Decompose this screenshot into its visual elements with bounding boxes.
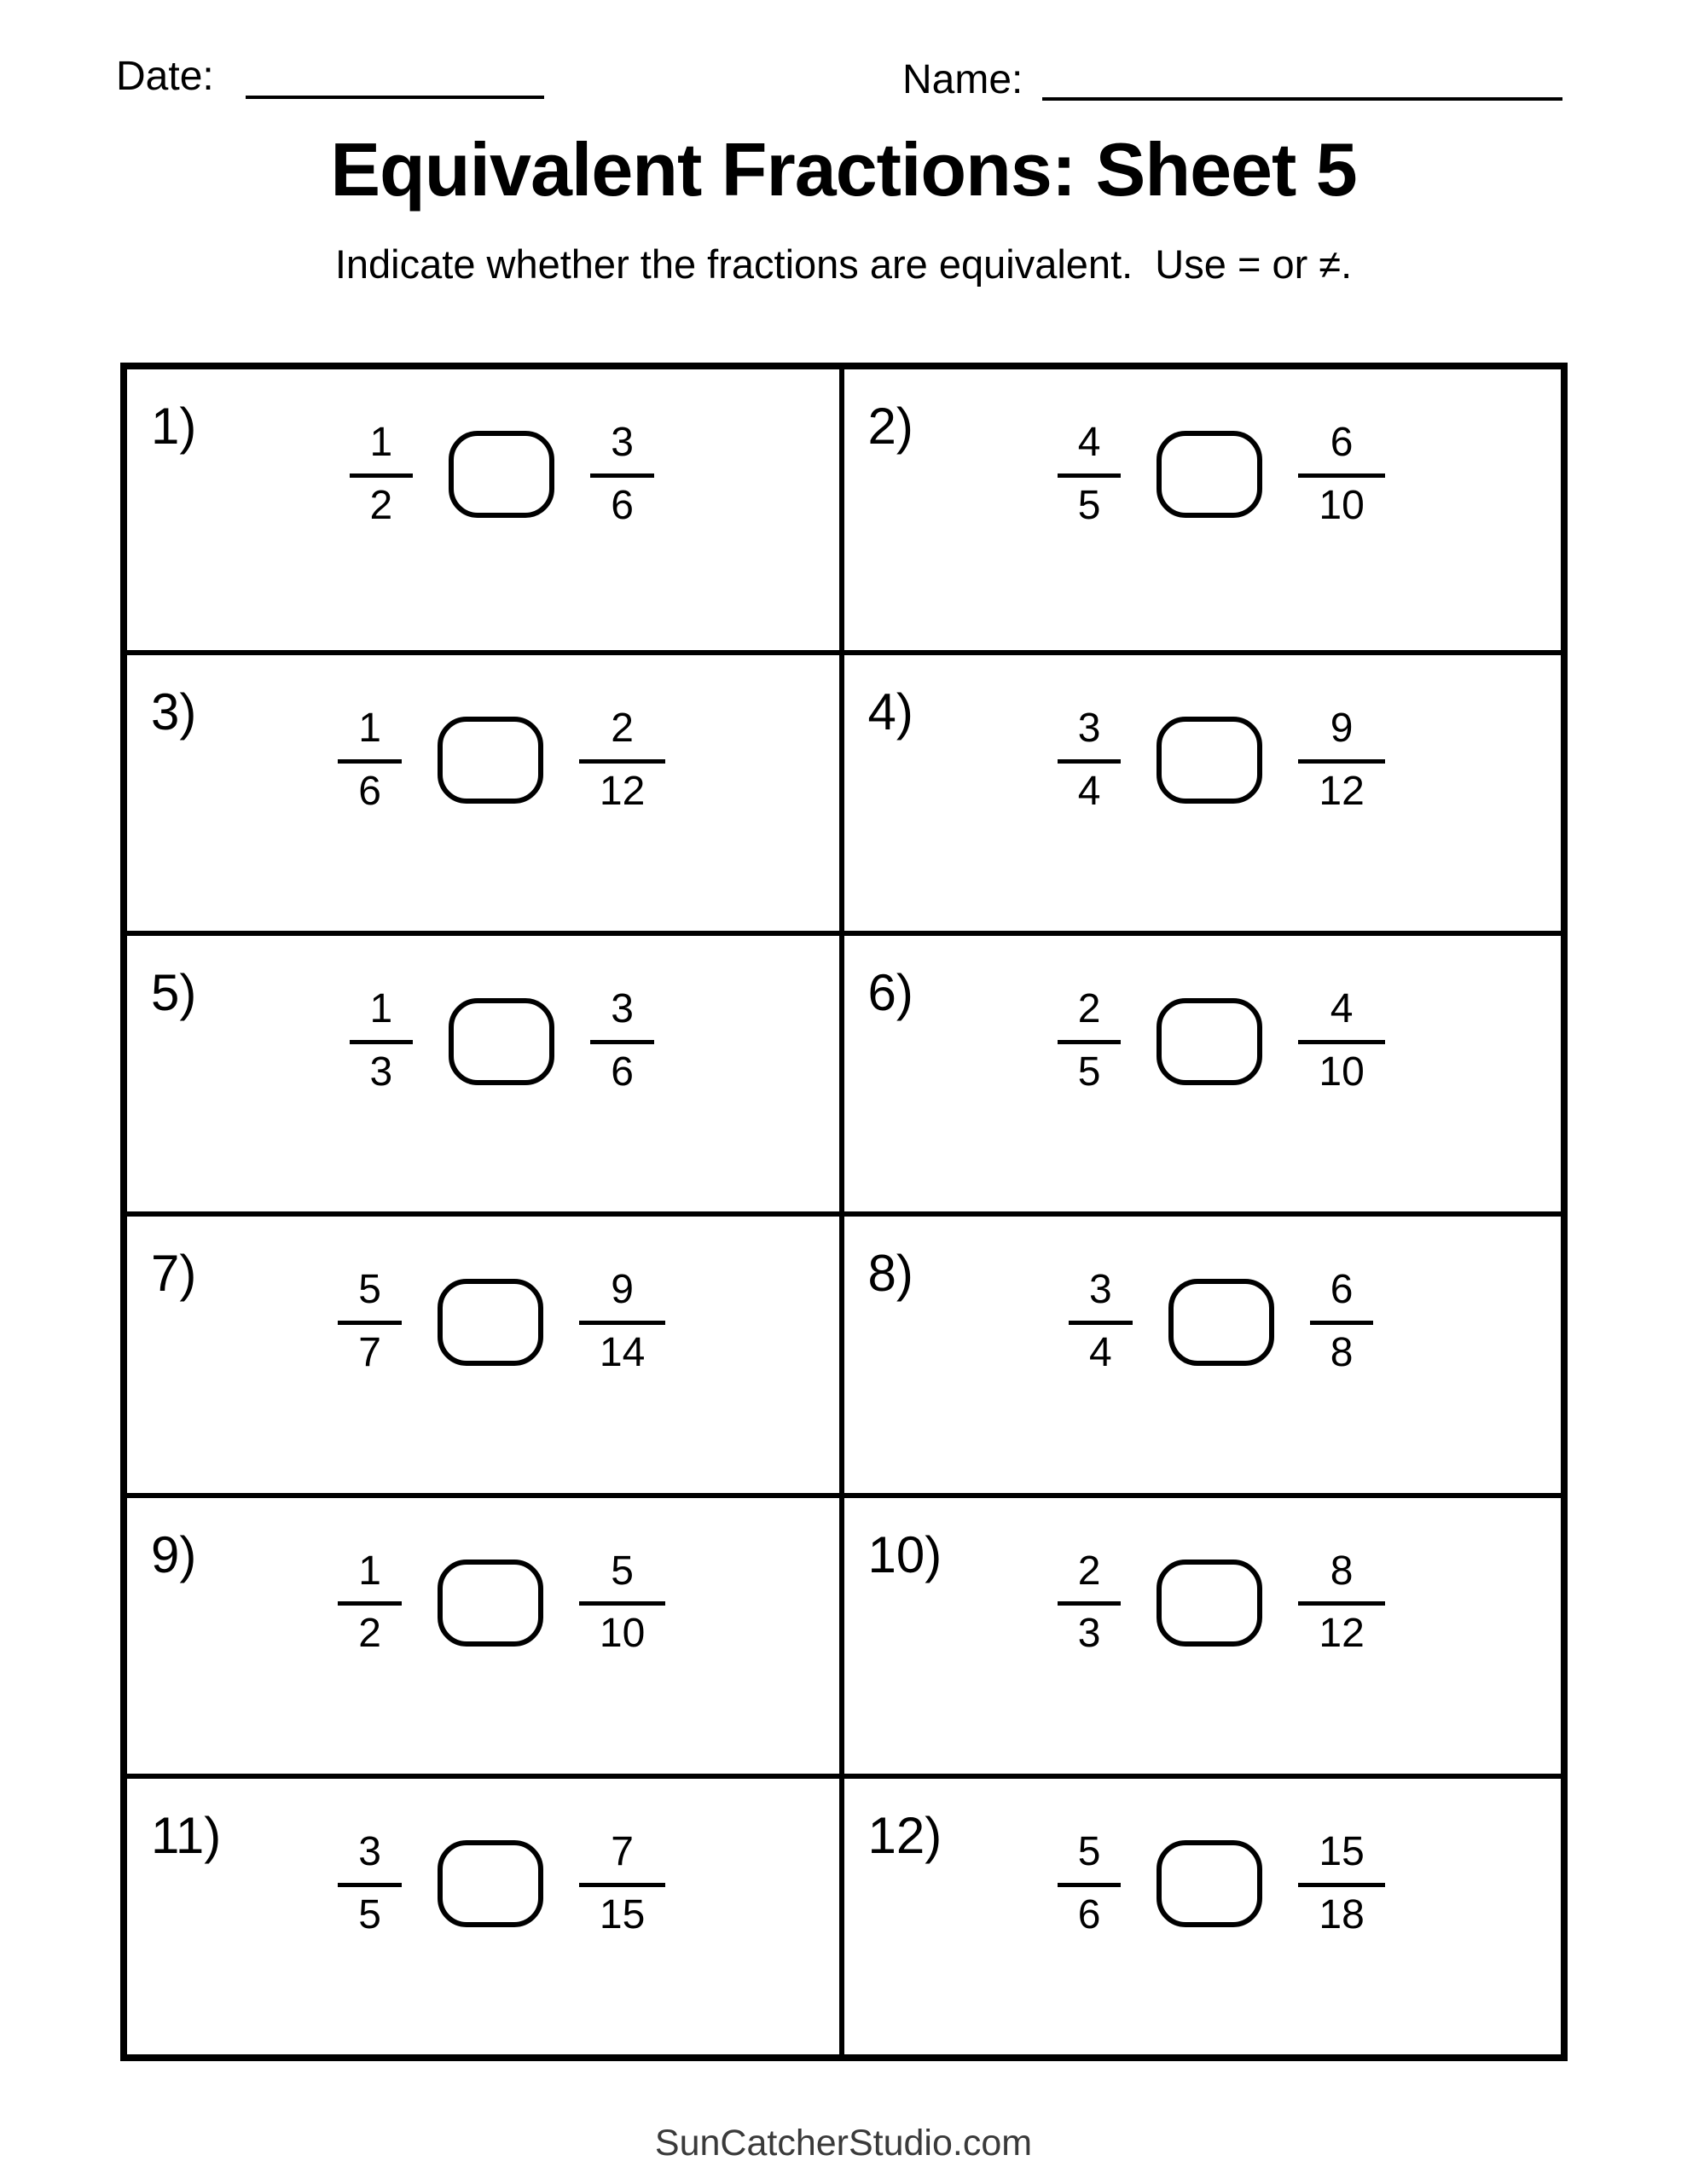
left-fraction <box>1058 421 1122 529</box>
answer-box[interactable] <box>438 1560 543 1647</box>
right-fraction <box>1298 1549 1384 1658</box>
right-fraction-numerator: 3 <box>611 986 634 1032</box>
right-fraction-denominator: 10 <box>1319 1049 1365 1095</box>
problem-cell <box>844 1774 1562 2054</box>
left-fraction-numerator: 4 <box>1077 420 1101 465</box>
left-fraction-numerator: 1 <box>358 706 381 752</box>
left-fraction-numerator: 5 <box>358 1267 381 1313</box>
problem-cell <box>127 1493 844 1774</box>
right-fraction <box>1298 706 1384 815</box>
instructions-text: Indicate whether the fractions are equivalent. Use = or ≠. <box>334 241 1353 287</box>
left-fraction-denominator: 2 <box>369 482 393 528</box>
problem-row <box>127 706 839 815</box>
problem-row <box>127 421 839 529</box>
problem-row <box>844 1830 1562 1938</box>
left-fraction-denominator: 5 <box>1077 482 1101 528</box>
answer-box[interactable] <box>449 431 554 518</box>
problem-number: 2) <box>867 398 913 455</box>
right-fraction-numerator: 8 <box>1330 1548 1354 1594</box>
problem-number: 10) <box>867 1525 942 1583</box>
date-blank-line[interactable] <box>246 96 544 99</box>
right-fraction <box>579 1830 665 1938</box>
left-fraction-numerator: 2 <box>1077 986 1101 1032</box>
right-fraction <box>579 706 665 815</box>
problem-cell <box>844 650 1562 931</box>
answer-box[interactable] <box>1157 998 1262 1085</box>
left-fraction <box>350 421 414 529</box>
right-fraction-denominator: 12 <box>1319 1611 1365 1657</box>
left-fraction <box>338 1549 402 1658</box>
right-fraction-denominator: 15 <box>599 1891 646 1937</box>
answer-box[interactable] <box>1157 431 1262 518</box>
right-fraction <box>1298 1830 1384 1938</box>
right-fraction-numerator: 7 <box>611 1828 634 1874</box>
problem-number: 12) <box>867 1806 942 1864</box>
left-fraction-numerator: 3 <box>1089 1267 1112 1313</box>
problem-row <box>844 1268 1562 1376</box>
problems-grid <box>120 363 1568 2061</box>
answer-box[interactable] <box>449 998 554 1085</box>
problem-cell <box>844 369 1562 650</box>
left-fraction-denominator: 6 <box>358 768 381 814</box>
right-fraction <box>590 421 654 529</box>
right-fraction-denominator: 10 <box>1319 482 1365 528</box>
problem-number: 6) <box>867 964 913 1022</box>
left-fraction-denominator: 7 <box>358 1330 381 1376</box>
left-fraction-denominator: 6 <box>1077 1891 1101 1937</box>
left-fraction-numerator: 1 <box>369 986 393 1032</box>
left-fraction-numerator: 3 <box>358 1828 381 1874</box>
right-fraction-denominator: 12 <box>599 768 646 814</box>
left-fraction-numerator: 1 <box>358 1548 381 1594</box>
right-fraction-numerator: 5 <box>611 1548 634 1594</box>
right-fraction-denominator: 10 <box>599 1611 646 1657</box>
problem-number: 5) <box>151 964 197 1022</box>
problem-row <box>844 706 1562 815</box>
problem-row <box>127 1830 839 1938</box>
right-fraction-denominator: 14 <box>599 1330 646 1376</box>
right-fraction <box>1298 421 1384 529</box>
right-fraction-numerator: 6 <box>1330 1267 1354 1313</box>
right-fraction-numerator: 9 <box>1330 706 1354 752</box>
left-fraction-denominator: 5 <box>1077 1049 1101 1095</box>
left-fraction-numerator: 5 <box>1077 1828 1101 1874</box>
right-fraction-numerator: 3 <box>611 420 634 465</box>
left-fraction <box>338 1268 402 1376</box>
problem-row <box>127 1549 839 1658</box>
answer-box[interactable] <box>1157 717 1262 804</box>
answer-box[interactable] <box>438 717 543 804</box>
left-fraction-denominator: 3 <box>369 1049 393 1095</box>
problem-row <box>844 987 1562 1095</box>
left-fraction-numerator: 3 <box>1077 706 1101 752</box>
problem-number: 4) <box>867 683 913 741</box>
right-fraction <box>579 1268 665 1376</box>
problem-number: 1) <box>151 398 197 455</box>
problem-row <box>127 1268 839 1376</box>
right-fraction <box>579 1549 665 1658</box>
left-fraction <box>338 706 402 815</box>
problem-cell <box>127 1211 844 1492</box>
left-fraction <box>1069 1268 1133 1376</box>
problem-cell <box>127 650 844 931</box>
problem-cell <box>844 1211 1562 1492</box>
right-fraction <box>1298 987 1384 1095</box>
problem-cell <box>127 369 844 650</box>
left-fraction-denominator: 4 <box>1077 768 1101 814</box>
problem-number: 9) <box>151 1525 197 1583</box>
answer-box[interactable] <box>1168 1279 1274 1366</box>
left-fraction-denominator: 2 <box>358 1611 381 1657</box>
problem-number: 3) <box>151 683 197 741</box>
right-fraction <box>1310 1268 1374 1376</box>
problem-number: 7) <box>151 1245 197 1303</box>
left-fraction <box>338 1830 402 1938</box>
right-fraction-numerator: 9 <box>611 1267 634 1313</box>
left-fraction-denominator: 4 <box>1089 1330 1112 1376</box>
right-fraction-denominator: 12 <box>1319 768 1365 814</box>
right-fraction-denominator: 18 <box>1319 1891 1365 1937</box>
problem-number: 11) <box>151 1806 222 1864</box>
answer-box[interactable] <box>1157 1560 1262 1647</box>
left-fraction <box>350 987 414 1095</box>
problem-cell <box>127 1774 844 2054</box>
right-fraction-denominator: 6 <box>611 1049 634 1095</box>
right-fraction-denominator: 8 <box>1330 1330 1354 1376</box>
right-fraction-denominator: 6 <box>611 482 634 528</box>
problem-number: 8) <box>867 1245 913 1303</box>
left-fraction-numerator: 1 <box>369 420 393 465</box>
problem-row <box>844 421 1562 529</box>
problem-cell <box>844 931 1562 1211</box>
answer-box[interactable] <box>438 1279 543 1366</box>
page-title: Equivalent Fractions: Sheet 5 <box>330 127 1357 212</box>
answer-box[interactable] <box>1157 1840 1262 1927</box>
right-fraction-numerator: 4 <box>1330 986 1354 1032</box>
date-label: Date: <box>116 54 214 99</box>
left-fraction-numerator: 2 <box>1077 1548 1101 1594</box>
right-fraction-numerator: 15 <box>1319 1828 1365 1874</box>
left-fraction-denominator: 3 <box>1077 1611 1101 1657</box>
problem-cell <box>844 1493 1562 1774</box>
right-fraction-numerator: 6 <box>1330 420 1354 465</box>
left-fraction <box>1058 1549 1122 1658</box>
footer-credit: SunCatcherStudio.com <box>654 2123 1033 2164</box>
name-label: Name: <box>902 57 1023 102</box>
left-fraction <box>1058 1830 1122 1938</box>
left-fraction <box>1058 987 1122 1095</box>
left-fraction <box>1058 706 1122 815</box>
name-blank-line[interactable] <box>1042 97 1562 101</box>
problem-row <box>127 987 839 1095</box>
problem-row <box>844 1549 1562 1658</box>
right-fraction <box>590 987 654 1095</box>
answer-box[interactable] <box>438 1840 543 1927</box>
problem-cell <box>127 931 844 1211</box>
right-fraction-numerator: 2 <box>611 706 634 752</box>
left-fraction-denominator: 5 <box>358 1891 381 1937</box>
